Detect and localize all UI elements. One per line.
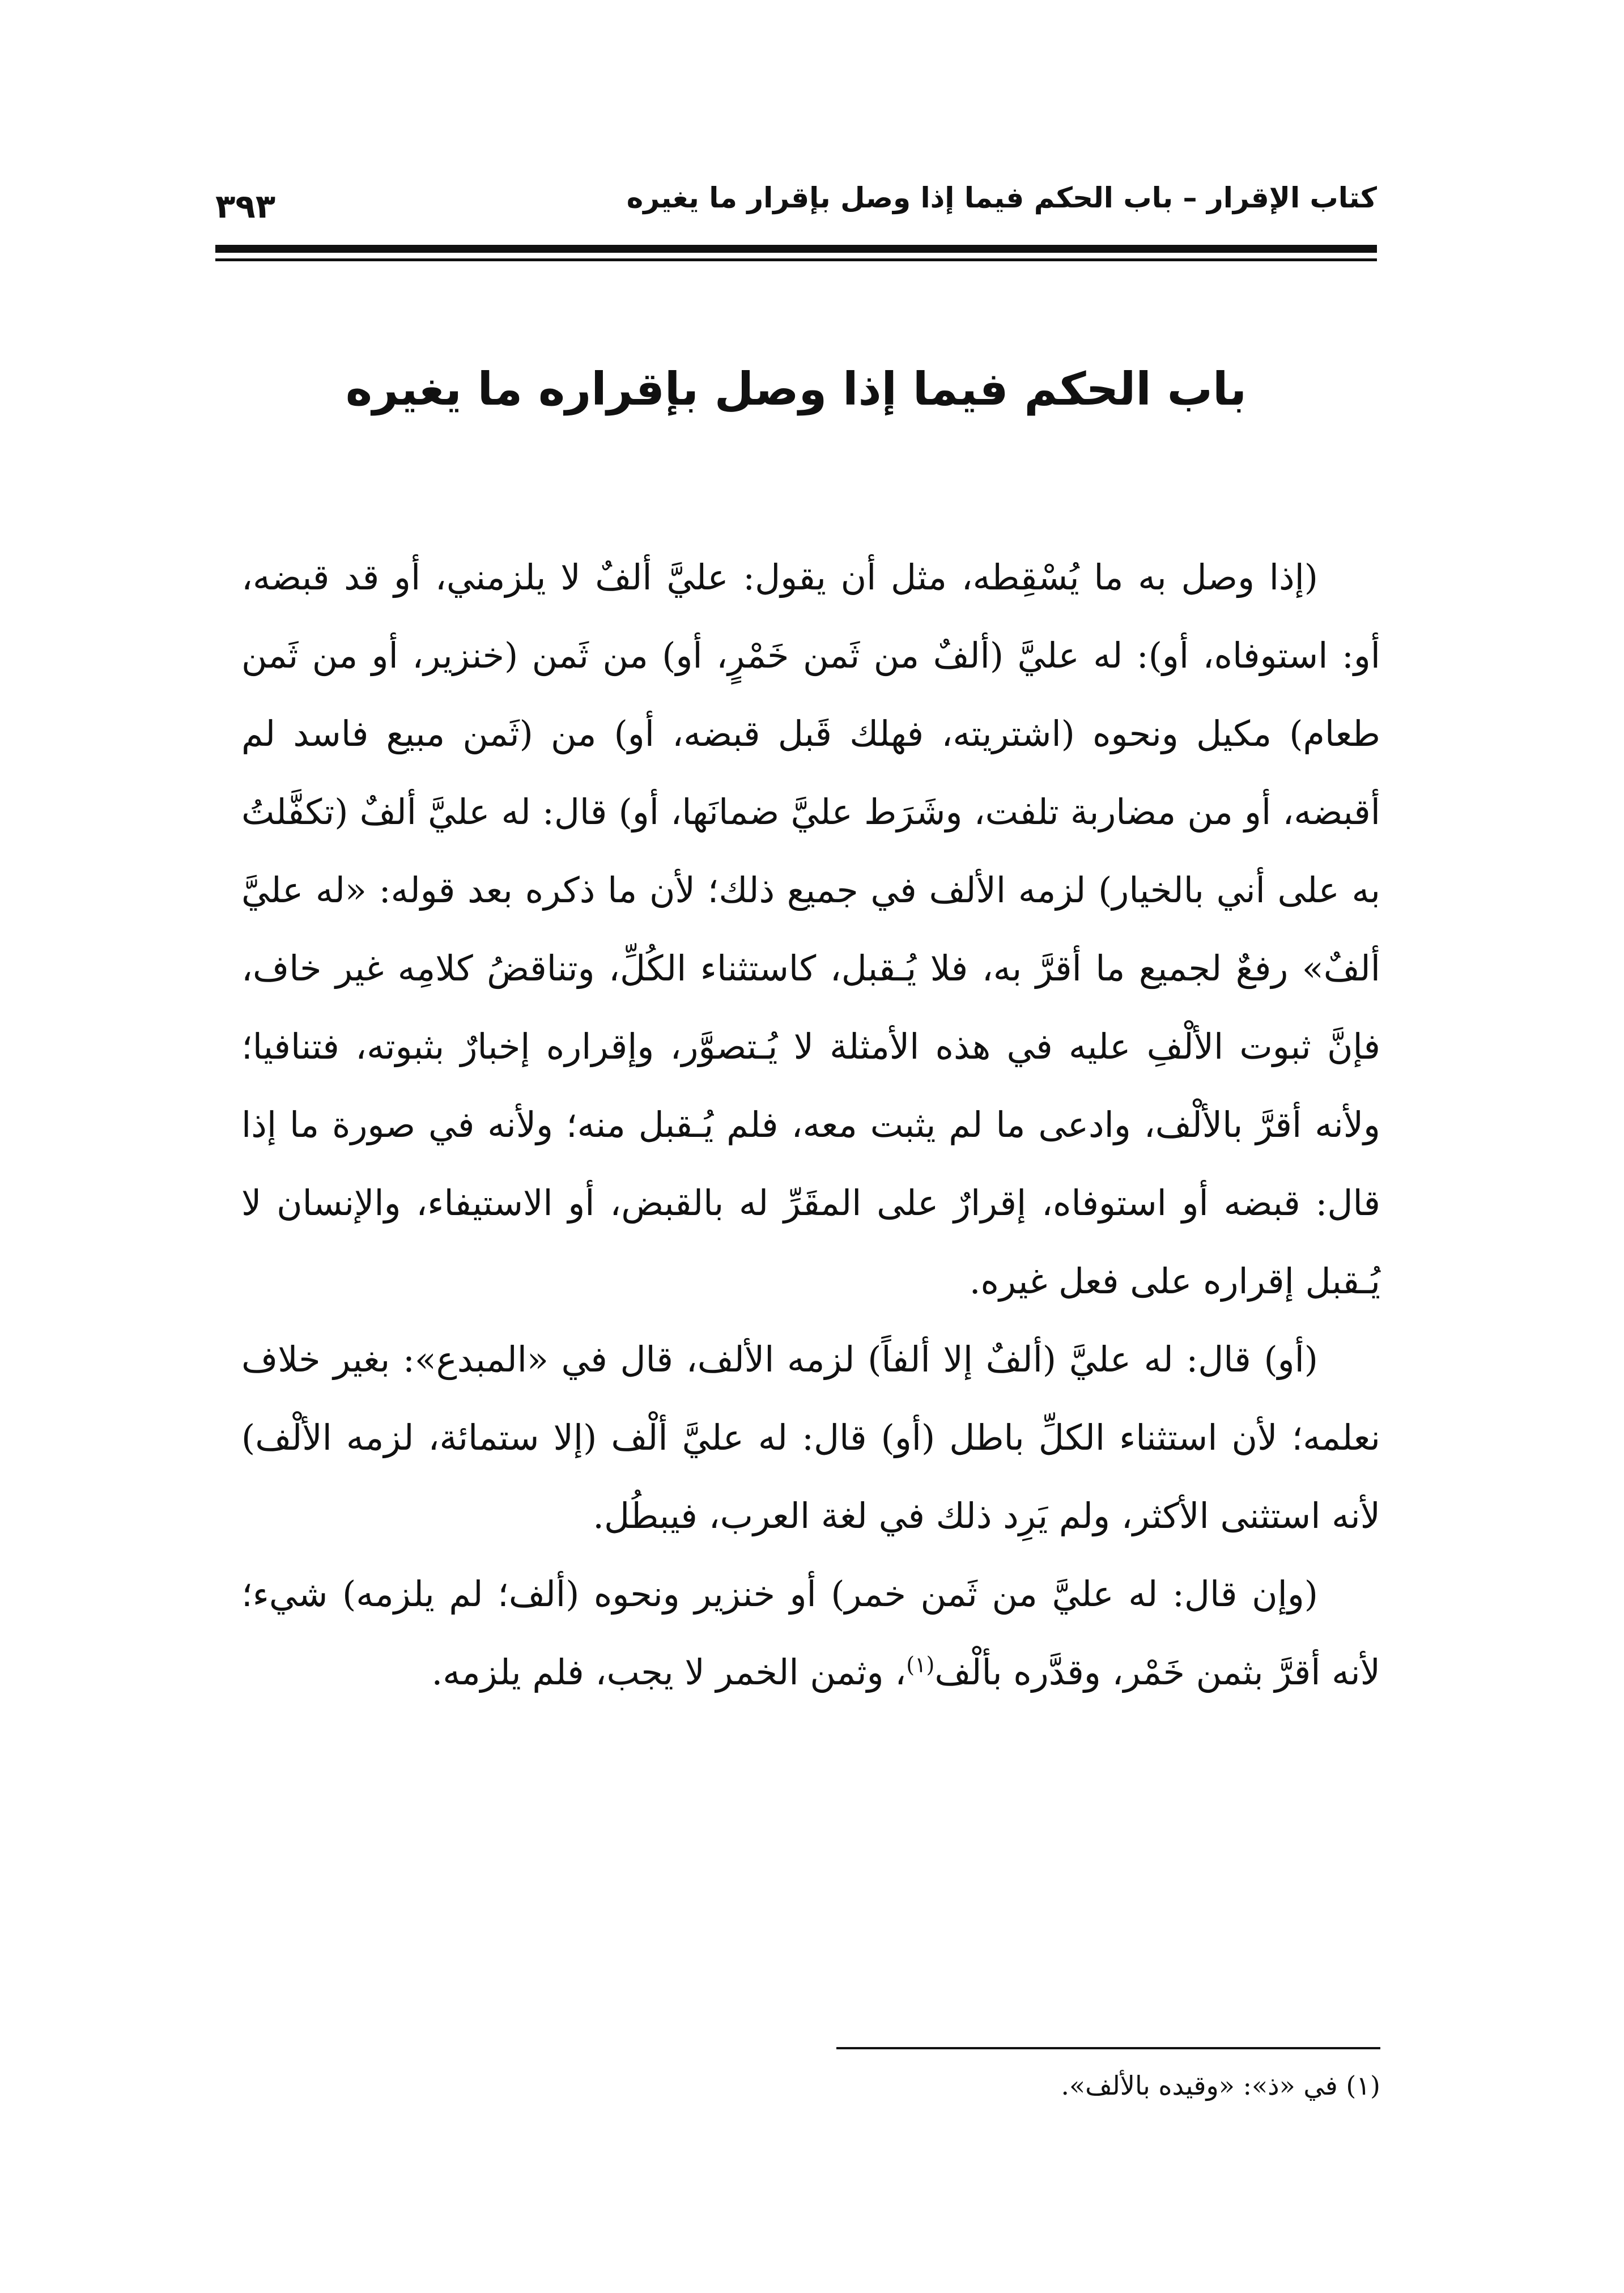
footnote-reference[interactable]: (١) — [906, 1652, 935, 1678]
body-text — [241, 538, 1380, 1712]
running-title: كتاب الإقرار – باب الحكم فيما إذا وصل بإقرار ما يغيره — [626, 181, 1377, 214]
header-rule-thin — [215, 258, 1377, 261]
paragraph-3 — [241, 1555, 1380, 1712]
chapter-title: باب الحكم فيما إذا وصل بإقراره ما يغيره — [345, 363, 1247, 415]
footnote-separator — [836, 2047, 1380, 2049]
paragraph-1: (إذا وصل به ما يُسْقِطه، مثل أن يقول: عليَّ ألفٌ لا يلزمني، أو قد قبضه، أو: استوفاه، أو): له عليَّ (ألفٌ من ثَمن خَمْرٍ، أو) من ثَمن (خنزير، أو من ثَمن طعام) مكيل ونحوه (اشتريته، فهلك قَبل قبضه، أو) من (ثَمن مبيع فاسد لم أقبضه، أو من مضاربة تلفت، وشَرَط عليَّ ضمانَها، أو) قال: له عليَّ ألفٌ (تكفَّلتُ به على أني بالخيار) لزمه الألف في جميع ذلك؛ لأن ما ذكره بعد قوله: «له عليَّ ألفٌ» رفعٌ لجميع ما أقرَّ به، فلا يُـقبل، كاستثناء الكُلِّ، وتناقضُ كلامِه غير خاف، فإنَّ ثبوت الألْفِ عليه في هذه الأمثلة لا يُـتصوَّر، وإقراره إخبارٌ بثبوته، فتنافيا؛ ولأنه أقرَّ بالألْف، وادعى ما لم يثبت معه، فلم يُـقبل منه؛ ولأنه في صورة ما إذا قال: قبضه أو استوفاه، إقرارٌ على المقَرِّ له بالقبض، أو الاستيفاء، والإنسان لا يُـقبل إقراره على فعل غيره. — [241, 557, 1380, 1302]
footnote: (١) في «ذ»: «وقيده بالألف». — [1061, 2070, 1380, 2101]
header-rule-thick — [215, 245, 1377, 253]
paragraph-3-tail: ، وثمن الخمر لا يجب، فلم يلزمه. — [431, 1651, 907, 1693]
running-header — [215, 170, 1377, 232]
paragraph-2: (أو) قال: له عليَّ (ألفٌ إلا ألفاً) لزمه الألف، قال في «المبدع»: بغير خلاف نعلمه؛ لأن استثناء الكلِّ باطل (أو) قال: له عليَّ ألْف (إلا ستمائة، لزمه الألْف) لأنه استثنى الأكثر، ولم يَرِد ذلك في لغة العرب، فيبطُل. — [241, 1339, 1380, 1536]
page-number: ٣٩٣ — [215, 187, 276, 226]
paragraph-3-text: (وإن قال: له عليَّ من ثَمن خمر) أو خنزير ونحوه (ألف؛ لم يلزمه) شيء؛ لأنه أقرَّ بثمن خَمْر، وقدَّره بألْف — [241, 1573, 1380, 1693]
